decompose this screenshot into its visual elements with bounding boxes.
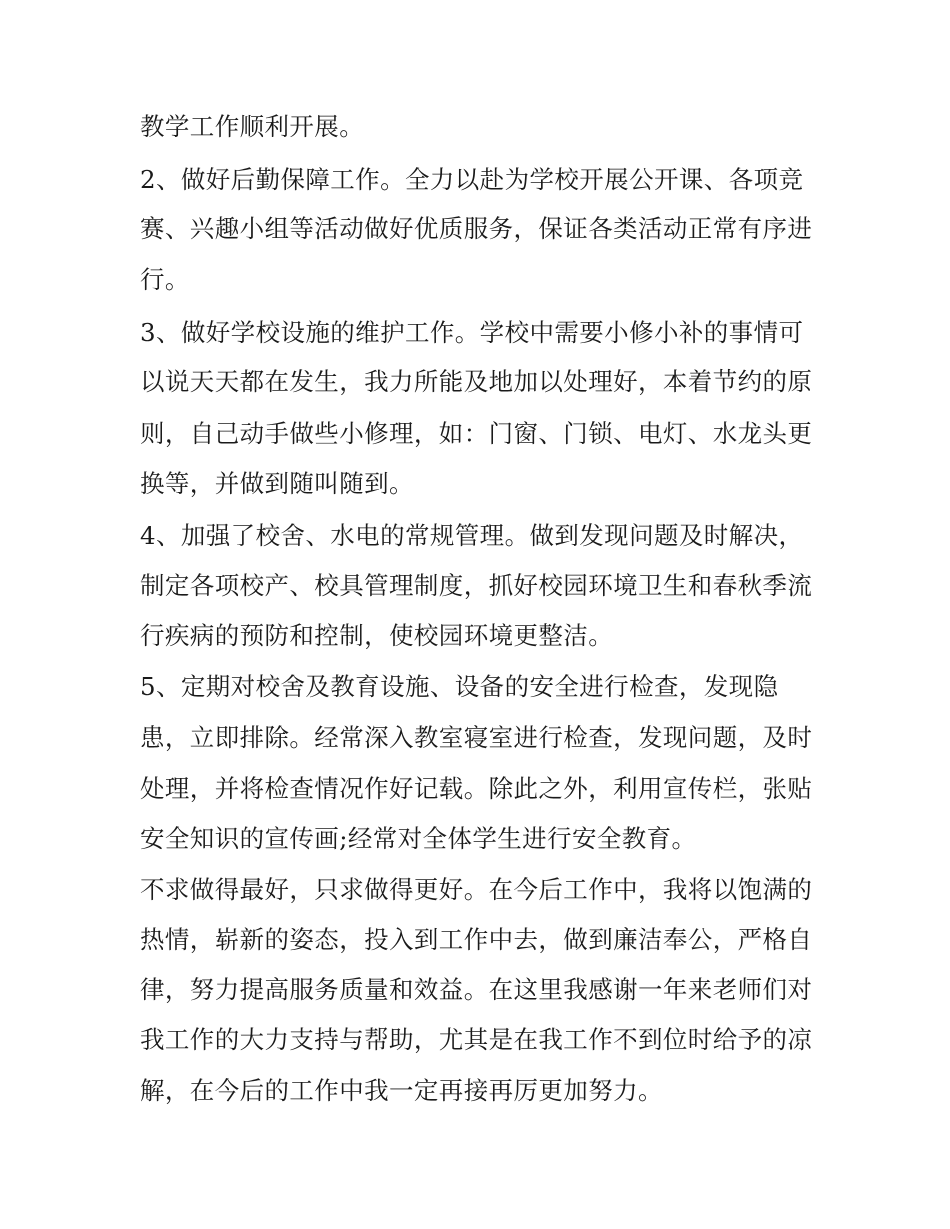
text-line: 热情，崭新的姿态，投入到工作中去，做到廉洁奉公，严格自 <box>140 925 813 954</box>
text-line: 4、加强了校舍、水电的常规管理。做到发现问题及时解决， <box>140 521 804 550</box>
text-line: 处理，并将检查情况作好记载。除此之外，利用宣传栏，张贴 <box>140 774 813 803</box>
text-line: 患，立即排除。经常深入教室寝室进行检查，发现问题，及时 <box>140 723 813 752</box>
text-line: 我工作的大力支持与帮助，尤其是在我工作不到位时给予的凉 <box>140 1025 813 1054</box>
text-line: 教学工作顺利开展。 <box>140 112 365 141</box>
text-line: 2、做好后勤保障工作。全力以赴为学校开展公开课、各项竞 <box>140 165 804 194</box>
text-line: 行。 <box>140 265 190 294</box>
text-line: 则，自己动手做些小修理，如：门窗、门锁、电灯、水龙头更 <box>140 419 813 448</box>
text-line: 不求做得最好，只求做得更好。在今后工作中，我将以饱满的 <box>140 875 813 904</box>
text-line: 5、定期对校舍及教育设施、设备的安全进行检查，发现隐 <box>140 672 779 701</box>
text-line: 赛、兴趣小组等活动做好优质服务，保证各类活动正常有序进 <box>140 214 813 243</box>
text-line: 制定各项校产、校具管理制度，抓好校园环境卫生和春秋季流 <box>140 571 813 600</box>
text-line: 以说天天都在发生，我力所能及地加以处理好，本着节约的原 <box>140 367 813 396</box>
text-line: 换等，并做到随叫随到。 <box>140 469 414 498</box>
text-line: 3、做好学校设施的维护工作。学校中需要小修小补的事情可 <box>140 318 804 347</box>
text-line: 解，在今后的工作中我一定再接再厉更加努力。 <box>140 1076 663 1105</box>
text-line: 行疾病的预防和控制，使校园环境更整洁。 <box>140 621 614 650</box>
text-line: 律，努力提高服务质量和效益。在这里我感谢一年来老师们对 <box>140 975 813 1004</box>
text-line: 安全知识的宣传画;经常对全体学生进行安全教育。 <box>140 824 697 853</box>
